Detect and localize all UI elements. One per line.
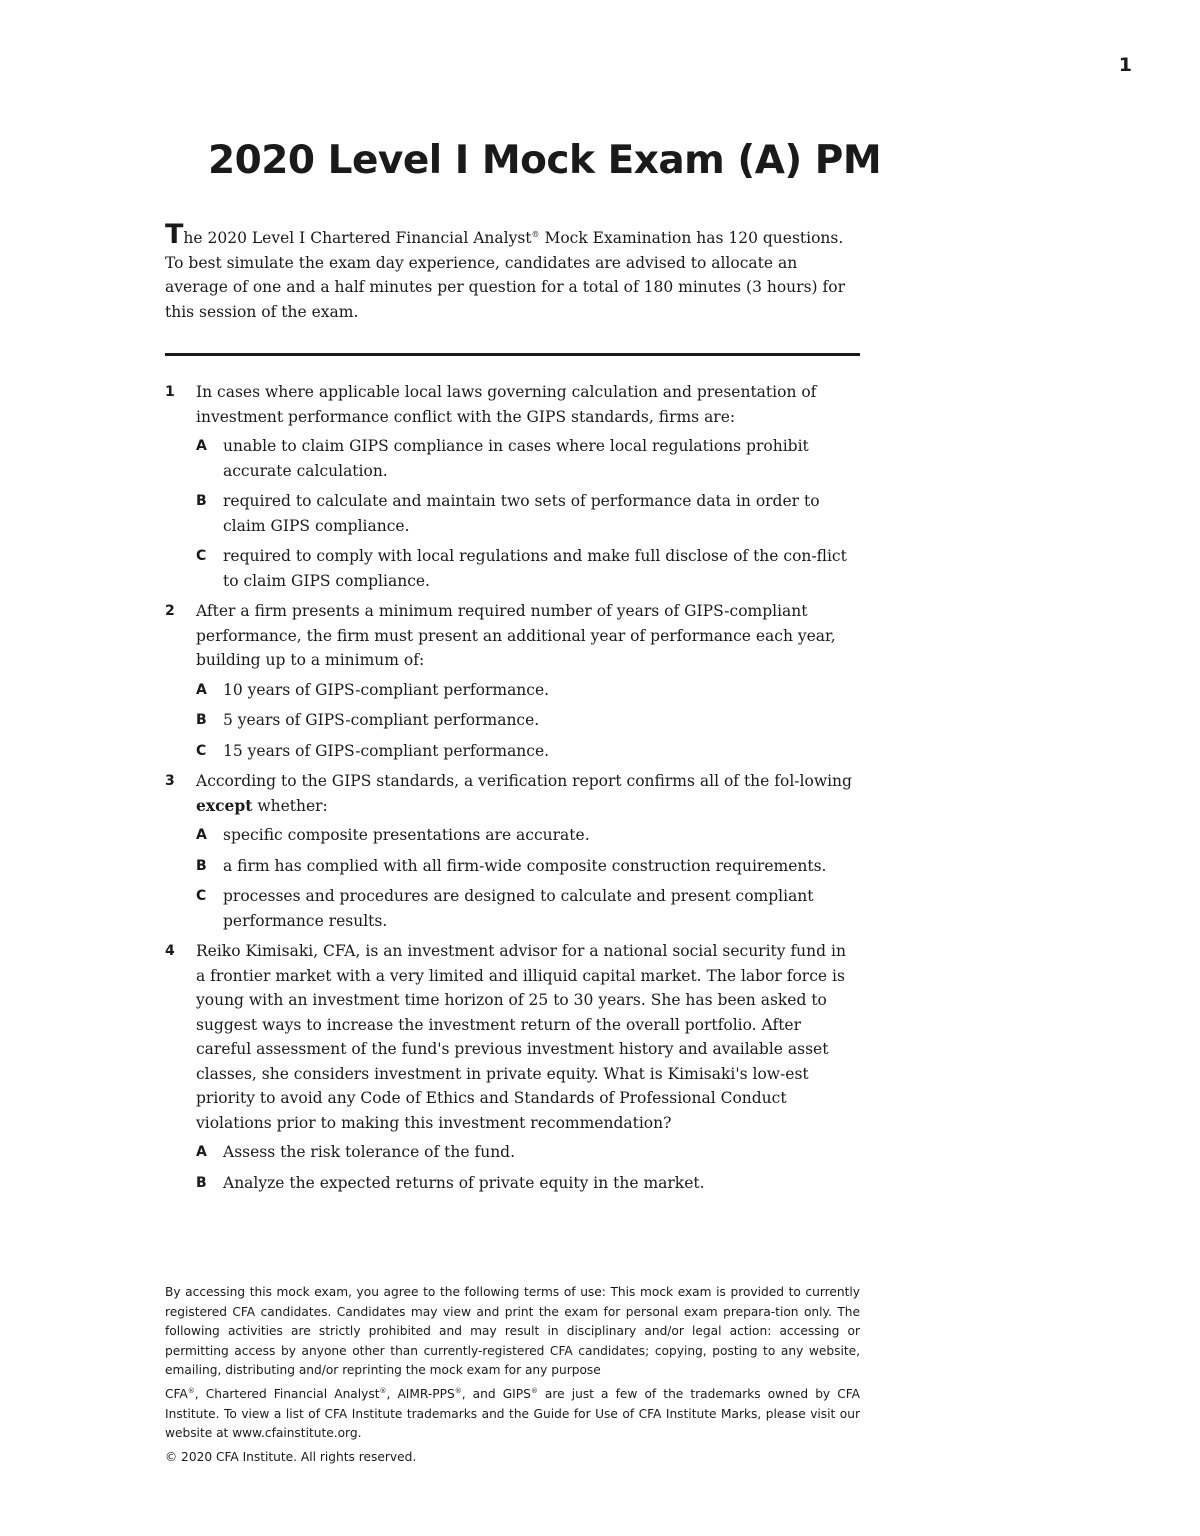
option-letter: B <box>196 1174 207 1191</box>
option-letter: B <box>196 712 207 728</box>
question-2 <box>165 599 860 763</box>
option-letter: C <box>196 548 207 564</box>
option-letter: C <box>196 742 207 759</box>
option-text: processes and procedures are designed to calculate and present compliant performance results. <box>223 887 814 930</box>
answer-option-a <box>196 823 860 848</box>
terms-of-use: By accessing this mock exam, you agree to the following terms of use: This mock exam is provided to currently registered CFA candidates. Candidates may view and print the exam for personal exam prepara-tion only. The following activities are strictly prohibited and may result in disciplinary and/or legal action: accessing or permitting access by anyone other than currently-registered CFA candidates; copying, posting to any website, emailing, distributing and/or reprinting the mock exam for any purpose <box>165 1285 860 1378</box>
tm-text: are just a few of the trademarks owned by CFA Institute. To view a list of CFA Institute trademarks and the Guide for Use of CFA Institute Marks, please visit our website at www.cfainstitute.org. <box>165 1386 860 1441</box>
answer-option-c <box>196 544 860 593</box>
option-letter: B <box>196 493 207 509</box>
legal-footer <box>165 1283 860 1471</box>
answer-option-b <box>196 708 860 733</box>
option-text: Analyze the expected returns of private equity in the market. <box>223 1173 705 1192</box>
tm-text: , AIMR-PPS <box>386 1386 455 1401</box>
tm-text: , and GIPS <box>461 1386 531 1401</box>
option-text: 5 years of GIPS-compliant performance. <box>223 711 540 729</box>
question-stem-text-end: whether: <box>252 796 328 815</box>
answer-option-c <box>196 739 860 764</box>
option-letter: A <box>196 827 207 843</box>
emphasis-except: except <box>196 795 253 815</box>
option-text: unable to claim GIPS compliance in cases where local regulations prohibit accurate calculation. <box>223 437 809 480</box>
registered-mark: ® <box>530 1386 538 1395</box>
option-text: 15 years of GIPS-compliant performance. <box>223 741 550 760</box>
question-stem-text: According to the GIPS standards, a verification report confirms all of the fol-lowing <box>196 772 852 790</box>
section-divider <box>165 353 860 356</box>
answer-option-a <box>196 1140 860 1165</box>
tm-text: CFA <box>165 1386 188 1401</box>
question-stem-text: In cases where applicable local laws governing calculation and presentation of investment performance conflict with the GIPS standards, firms are: <box>196 383 817 426</box>
question-1 <box>165 380 860 593</box>
option-letter: B <box>196 857 207 874</box>
question-number: 1 <box>165 384 175 400</box>
question-stem <box>196 599 860 673</box>
question-4 <box>165 939 860 1195</box>
drop-cap: T <box>165 219 184 250</box>
option-letter: A <box>196 681 207 698</box>
option-text: 10 years of GIPS-compliant performance. <box>223 680 550 699</box>
question-stem-text: After a firm presents a minimum required number of years of GIPS-compliant performance, the firm must present an additional year of performance each year, building up to a minimum of: <box>196 602 836 669</box>
answer-option-b <box>196 1171 860 1196</box>
answer-option-b <box>196 489 860 538</box>
intro-text-part1: he 2020 Level I Chartered Financial Analyst <box>183 229 532 247</box>
answer-option-b <box>196 854 860 879</box>
page-number: 1 <box>1118 54 1132 76</box>
question-stem <box>196 769 860 818</box>
registered-mark: ® <box>454 1386 462 1395</box>
trademark-notice <box>165 1385 860 1444</box>
option-text: a firm has complied with all firm-wide composite construction requirements. <box>223 856 827 875</box>
question-number: 2 <box>165 603 175 619</box>
copyright-notice: © 2020 CFA Institute. All rights reserved. <box>165 1449 417 1464</box>
question-list <box>165 380 860 1201</box>
option-letter: A <box>196 1144 207 1160</box>
option-letter: C <box>196 888 207 904</box>
intro-paragraph <box>165 219 860 324</box>
question-stem-text: Reiko Kimisaki, CFA, is an investment advisor for a national social security fund in a frontier market with a very limited and illiquid capital market. The labor force is young with an investment time horizon of 25 to 30 years. She has been asked to suggest ways to increase the investment return of the overall portfolio. After careful assessment of the fund's previous investment history and available asset classes, she considers investment in private equity. What is Kimisaki's low-est priority to avoid any Code of Ethics and Standards of Professional Conduct violations prior to making this investment recommendation? <box>196 942 846 1132</box>
registered-mark: ® <box>187 1386 195 1395</box>
answer-option-c <box>196 884 860 933</box>
question-3 <box>165 769 860 933</box>
page-title: 2020 Level I Mock Exam (A) PM <box>208 138 882 183</box>
intro-text-part2: Mock Examination has 120 questions. To best simulate the exam day experience, candidates are advised to allocate an average of one and a half minutes per question for a total of 180 minutes (3 hours) for this session of the exam. <box>165 229 845 321</box>
option-text: required to calculate and maintain two sets of performance data in order to claim GIPS compliance. <box>223 492 820 535</box>
question-number: 4 <box>165 943 175 959</box>
question-stem <box>196 380 860 429</box>
option-text: specific composite presentations are accurate. <box>223 826 590 844</box>
answer-option-a <box>196 434 860 483</box>
question-stem <box>196 939 860 1135</box>
registered-mark: ® <box>531 230 540 239</box>
tm-text: , Chartered Financial Analyst <box>194 1386 380 1401</box>
registered-mark: ® <box>379 1386 387 1395</box>
option-text: Assess the risk tolerance of the fund. <box>223 1143 516 1161</box>
question-number: 3 <box>165 773 175 789</box>
option-text: required to comply with local regulations and make full disclose of the con-flict to claim GIPS compliance. <box>223 547 847 590</box>
answer-option-a <box>196 678 860 703</box>
option-letter: A <box>196 438 207 454</box>
